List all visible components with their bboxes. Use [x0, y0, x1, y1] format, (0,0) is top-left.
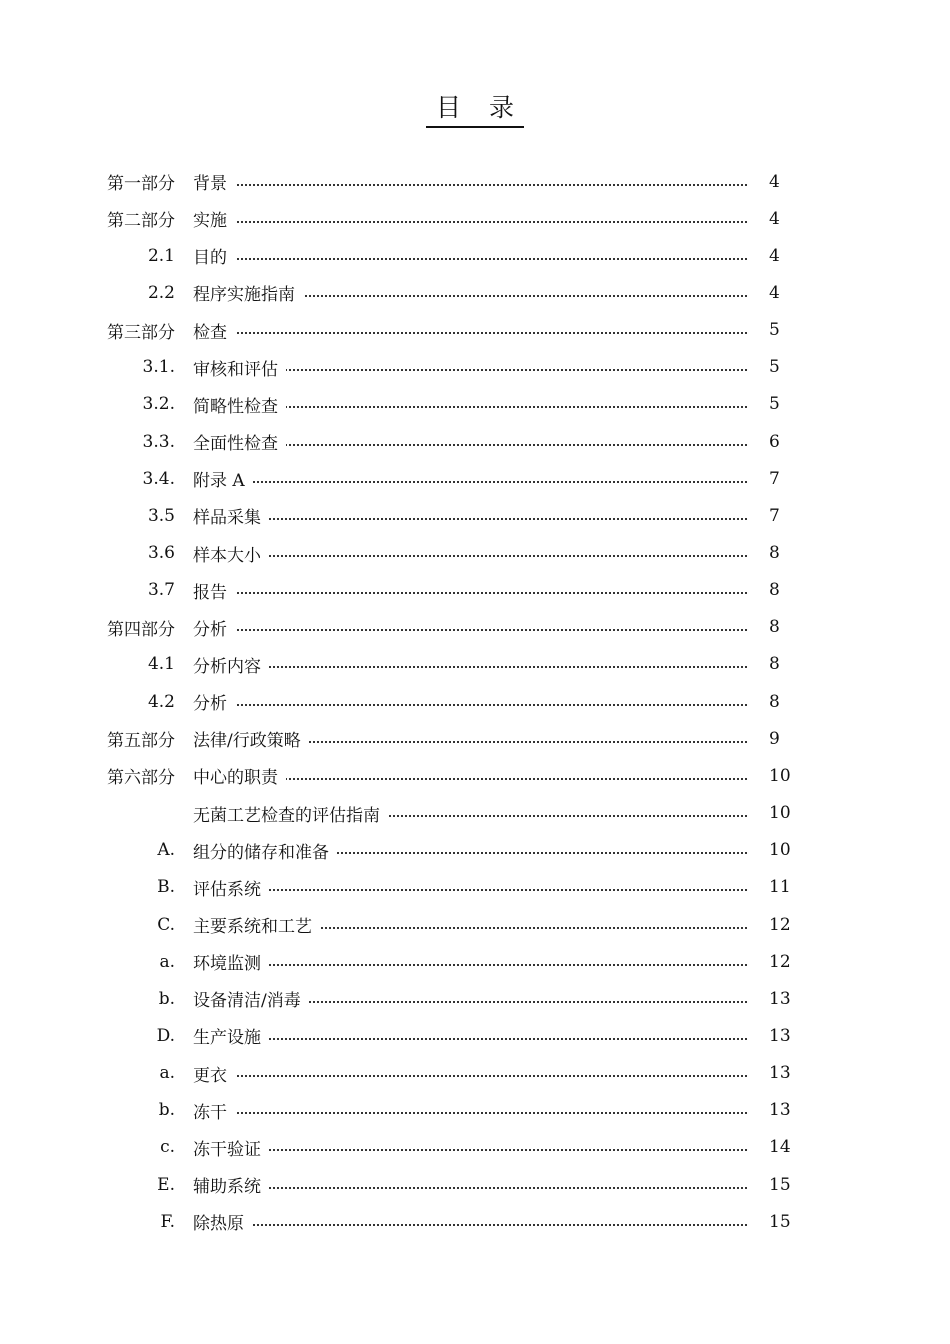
toc-entry-page: 4 — [769, 208, 780, 229]
toc-entry-title: 背景 — [193, 169, 235, 194]
toc-entry-page: 13 — [769, 1063, 791, 1084]
toc-entry-page: 8 — [769, 580, 780, 601]
toc-entry[interactable] — [0, 906, 950, 943]
toc-leader-dots — [193, 964, 747, 966]
toc-entry-title: 辅助系统 — [193, 1172, 269, 1197]
toc-entry-title: 分析内容 — [193, 652, 269, 677]
toc-entry-title: 环境监测 — [193, 949, 269, 974]
toc-entry-title: 目的 — [193, 243, 235, 268]
toc-title: 目 录 — [426, 92, 524, 128]
toc-entry-title: 报告 — [193, 578, 235, 603]
toc-entry-number: F. — [160, 1211, 175, 1232]
toc-entry-number: 3.1. — [142, 357, 175, 378]
toc-entry-number: E. — [157, 1174, 175, 1195]
toc-leader-dots — [193, 258, 747, 260]
toc-entry-number: A. — [157, 840, 175, 861]
toc-leader-dots — [193, 1224, 747, 1226]
toc-entry[interactable] — [0, 386, 950, 423]
toc-leader-dots — [193, 1149, 747, 1151]
toc-entry-number: b. — [158, 1100, 175, 1121]
toc-entry-number: a. — [159, 951, 175, 972]
toc-entry-number: 3.4. — [142, 468, 175, 489]
toc-entry[interactable] — [0, 1203, 950, 1240]
toc-leader-dots — [193, 1187, 747, 1189]
toc-entry[interactable] — [0, 535, 950, 572]
toc-leader-dots — [193, 518, 747, 520]
toc-entry-title: 中心的职责 — [193, 763, 286, 788]
toc-entry[interactable] — [0, 646, 950, 683]
toc-entry[interactable] — [0, 943, 950, 980]
toc-entry-title: 评估系统 — [193, 875, 269, 900]
toc-entry[interactable] — [0, 1166, 950, 1203]
toc-entry-page: 6 — [769, 431, 780, 452]
toc-entry[interactable] — [0, 757, 950, 794]
toc-entry-page: 12 — [769, 951, 791, 972]
toc-entry-title: 主要系统和工艺 — [193, 912, 320, 937]
toc-entry-page: 8 — [769, 654, 780, 675]
toc-entry[interactable] — [0, 980, 950, 1017]
toc-entry[interactable] — [0, 795, 950, 832]
toc-entry-number: a. — [159, 1063, 175, 1084]
toc-entry-title: 设备清洁/消毒 — [193, 986, 309, 1011]
toc-entry[interactable] — [0, 497, 950, 534]
toc-entry-title: 更衣 — [193, 1061, 235, 1086]
toc-entry-title: 程序实施指南 — [193, 280, 303, 305]
toc-entry-page: 8 — [769, 691, 780, 712]
toc-entry-title: 样品采集 — [193, 503, 269, 528]
toc-entry[interactable] — [0, 720, 950, 757]
toc-entry-number: B. — [157, 877, 175, 898]
toc-entry-page: 14 — [769, 1137, 791, 1158]
toc-entry-page: 8 — [769, 617, 780, 638]
toc-entry-title: 法律/行政策略 — [193, 726, 309, 751]
toc-entry-page: 15 — [769, 1211, 791, 1232]
toc-leader-dots — [193, 592, 747, 594]
toc-entry-page: 11 — [769, 877, 791, 898]
toc-entry-number: C. — [157, 914, 175, 935]
toc-entry-number: 第一部分 — [107, 174, 175, 194]
toc-entry-title: 冻干 — [193, 1098, 235, 1123]
toc-leader-dots — [193, 629, 747, 631]
toc-entry[interactable] — [0, 683, 950, 720]
toc-entry-title: 全面性检查 — [193, 429, 286, 454]
toc-entry-page: 10 — [769, 840, 791, 861]
toc-entry-title: 无菌工艺检查的评估指南 — [193, 801, 388, 826]
toc-leader-dots — [193, 666, 747, 668]
toc-entry[interactable] — [0, 1055, 950, 1092]
toc-entry-number: 第三部分 — [107, 322, 175, 343]
toc-entry-number: 3.2. — [142, 394, 175, 415]
toc-entry-title: 样本大小 — [193, 541, 269, 566]
toc-entry-page: 7 — [769, 505, 780, 526]
toc-entry-number: 2.1 — [147, 245, 175, 266]
toc-entry-title: 附录 A — [193, 466, 253, 491]
toc-entry[interactable] — [0, 460, 950, 497]
toc-entry[interactable] — [0, 609, 950, 646]
toc-entry-title: 分析 — [193, 615, 235, 640]
toc-entry[interactable] — [0, 312, 950, 349]
toc-entry[interactable] — [0, 200, 950, 237]
toc-entry-page: 13 — [769, 988, 791, 1009]
toc-entry-page: 5 — [769, 320, 780, 341]
toc-entry-title: 分析 — [193, 689, 235, 714]
toc-entry[interactable] — [0, 1017, 950, 1054]
toc-entry-number: b. — [158, 988, 175, 1009]
toc-entry-number: 4.1 — [147, 654, 175, 675]
toc-entry-page: 4 — [769, 171, 780, 192]
toc-entry-title: 组分的储存和准备 — [193, 838, 337, 863]
toc-entry-page: 9 — [769, 728, 780, 749]
toc-entry-title: 实施 — [193, 206, 235, 231]
toc-entry-title: 除热原 — [193, 1209, 252, 1234]
toc-entry[interactable] — [0, 1129, 950, 1166]
toc-entry[interactable] — [0, 274, 950, 311]
toc-leader-dots — [193, 221, 747, 223]
toc-leader-dots — [193, 184, 747, 186]
toc-entry-number: 3.6 — [147, 543, 175, 563]
toc-entry-number: 3.5 — [147, 505, 175, 526]
toc-entry-number: D. — [156, 1025, 175, 1046]
toc-entry-page: 15 — [769, 1174, 791, 1195]
toc-entry[interactable] — [0, 1092, 950, 1129]
toc-entry-page: 13 — [769, 1025, 791, 1046]
toc-entry-page: 10 — [769, 803, 791, 824]
toc-entry-title: 审核和评估 — [193, 355, 286, 380]
toc-entry[interactable] — [0, 832, 950, 869]
toc-entry-number: 2.2 — [147, 282, 175, 303]
toc-entry-page: 7 — [769, 468, 780, 489]
toc-entry-page: 4 — [769, 245, 780, 266]
toc-entry-number: 第二部分 — [107, 211, 175, 232]
toc-entry-number: 第五部分 — [107, 731, 175, 752]
toc-entry[interactable] — [0, 163, 950, 200]
toc-entry-number: 4.2 — [147, 691, 175, 712]
toc-entry[interactable] — [0, 572, 950, 609]
toc-entry-title: 检查 — [193, 318, 235, 343]
toc-entry-page: 10 — [769, 765, 791, 786]
toc-title-wrap — [0, 92, 950, 128]
toc-entry-number: 第六部分 — [107, 768, 175, 789]
toc-entry-page: 4 — [769, 282, 780, 303]
toc-leader-dots — [193, 704, 747, 706]
toc-entry-page: 12 — [769, 914, 791, 935]
toc-entry-number: 3.3. — [142, 431, 175, 452]
toc-leader-dots — [193, 889, 747, 891]
toc-entry[interactable] — [0, 349, 950, 386]
toc-entry-number: c. — [160, 1137, 175, 1158]
toc-leader-dots — [193, 555, 747, 557]
toc-entry-number: 3.7 — [147, 580, 175, 601]
toc-entry-title: 冻干验证 — [193, 1135, 269, 1160]
toc-entry-page: 8 — [769, 543, 780, 563]
toc-entry[interactable] — [0, 423, 950, 460]
toc-entry-page: 13 — [769, 1100, 791, 1121]
toc-entry[interactable] — [0, 869, 950, 906]
toc-entry-page: 5 — [769, 394, 780, 415]
toc-entry-title: 生产设施 — [193, 1023, 269, 1048]
toc-entry-title: 简略性检查 — [193, 392, 286, 417]
toc-leader-dots — [193, 481, 747, 483]
toc-entry[interactable] — [0, 237, 950, 274]
toc-entry-page: 5 — [769, 357, 780, 378]
toc-leader-dots — [193, 332, 747, 334]
toc-leader-dots — [193, 1038, 747, 1040]
toc-leader-dots — [193, 1112, 747, 1114]
toc-leader-dots — [193, 1075, 747, 1077]
toc-entry-number: 第四部分 — [107, 619, 175, 640]
